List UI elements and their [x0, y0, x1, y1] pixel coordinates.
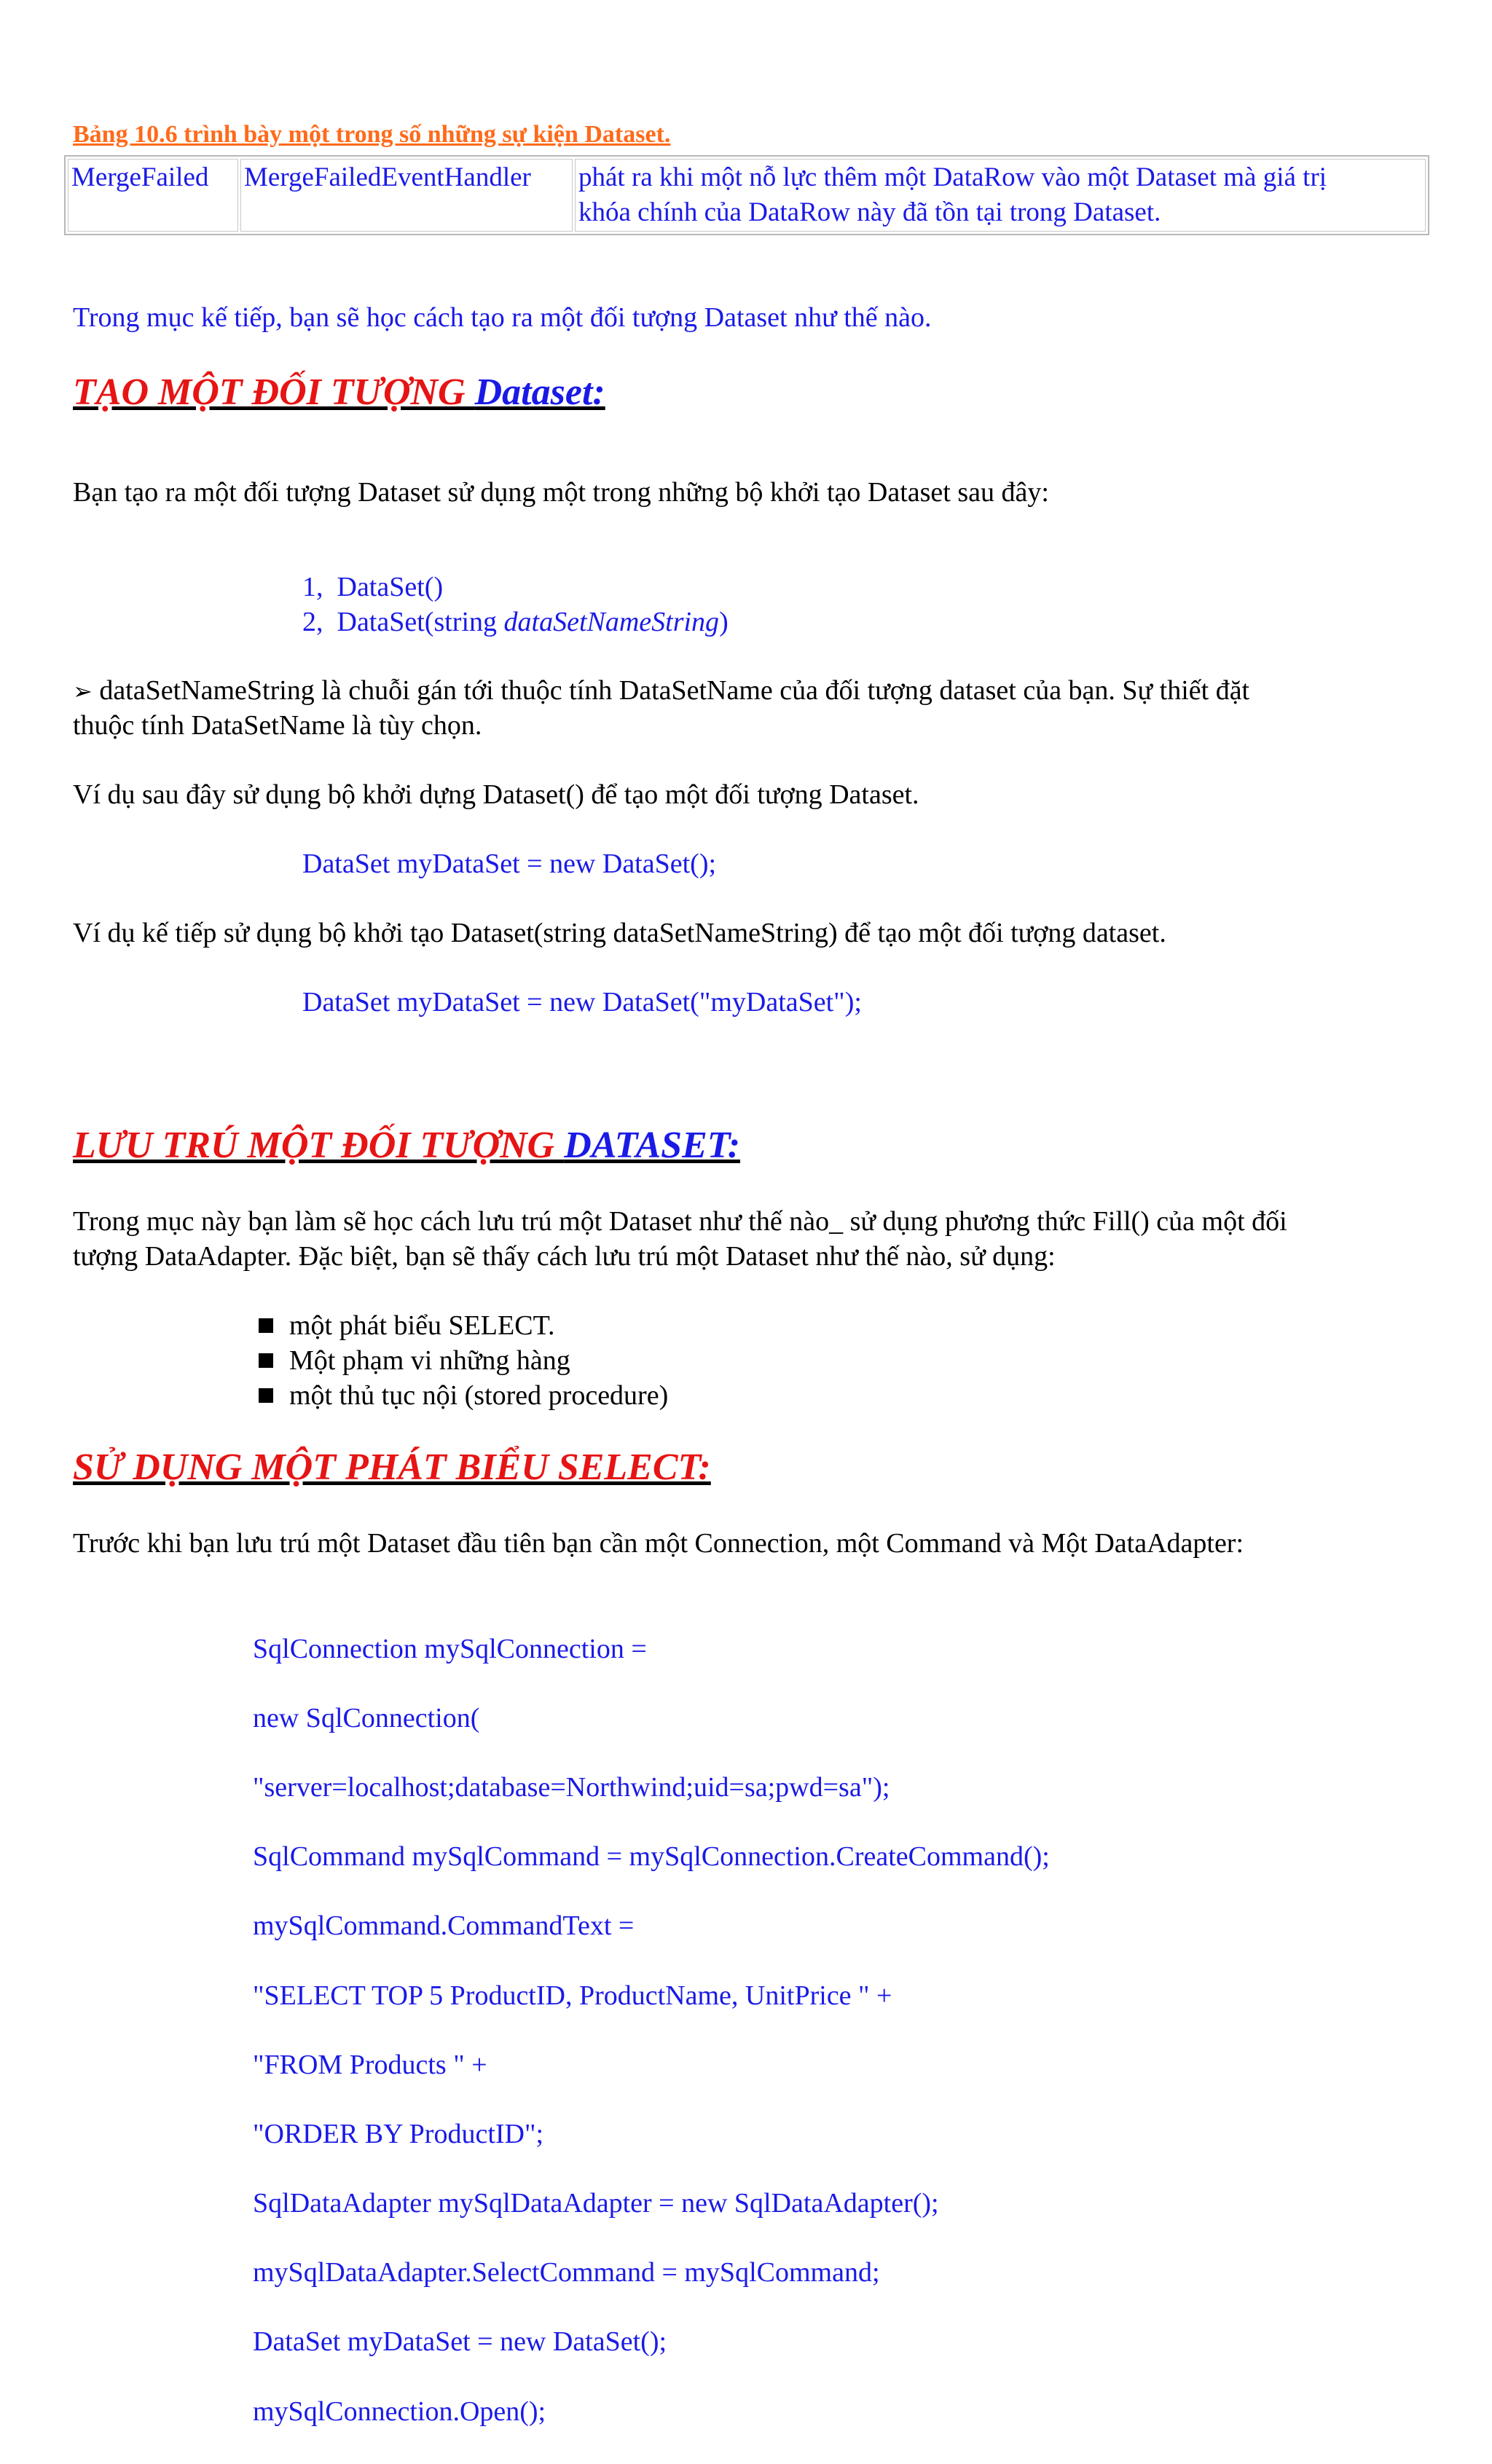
constructor-item	[302, 571, 443, 603]
note-text: dataSetNameString là chuỗi gán tới thuộc tính DataSetName của đối tượng dataset của bạn. Sự thiết đặt	[99, 675, 1250, 706]
constructor-text-pre: DataSet(string	[337, 607, 504, 637]
constructor-text-post: )	[719, 607, 729, 637]
code-line: "SELECT TOP 5 ProductID, ProductName, UnitPrice " +	[253, 1980, 892, 2011]
arrow-bullet-icon: ➢	[73, 677, 93, 705]
section-heading-select	[73, 1446, 711, 1489]
code-line: "FROM Products " +	[253, 2049, 487, 2080]
event-name-cell: MergeFailed	[68, 159, 238, 232]
code-line: SqlCommand mySqlCommand = mySqlConnection.CreateCommand();	[253, 1841, 1050, 1873]
code-line: SqlConnection mySqlConnection =	[253, 1633, 647, 1664]
section-heading-populate	[73, 1124, 740, 1167]
square-bullet-icon	[259, 1353, 273, 1368]
heading-red-part: TẠO MỘT ĐỐI TƯỢNG	[73, 371, 475, 413]
constructor-text: DataSet()	[337, 572, 444, 602]
code-line: mySqlCommand.CommandText =	[253, 1910, 635, 1942]
list-item	[259, 1345, 570, 1377]
select-intro: Trước khi bạn lưu trú một Dataset đầu tiên bạn cần một Connection, một Command và Một DataAdapter:	[73, 1528, 1244, 1559]
square-bullet-icon	[259, 1388, 273, 1403]
code-block	[253, 1597, 1050, 2464]
event-description-cell	[575, 159, 1426, 232]
code-line: "server=localhost;database=Northwind;uid=sa;pwd=sa");	[253, 1771, 890, 1803]
square-bullet-icon	[259, 1318, 273, 1333]
bullet-text: một thủ tục nội (stored procedure)	[289, 1380, 669, 1411]
populate-intro-line-2: tượng DataAdapter. Đặc biệt, bạn sẽ thấy cách lưu trú một Dataset như thế nào, sử dụng:	[73, 1241, 1056, 1272]
code-line: mySqlDataAdapter.SelectCommand = mySqlCommand;	[253, 2257, 880, 2288]
constructor-number: 2,	[302, 607, 323, 637]
events-table	[64, 155, 1429, 235]
code-line: new SqlConnection(	[253, 1702, 480, 1733]
bullet-text: một phát biểu SELECT.	[289, 1310, 555, 1341]
table-row	[68, 159, 1426, 232]
list-item	[259, 1310, 554, 1342]
populate-intro-line-1: Trong mục này bạn làm sẽ học cách lưu trú một Dataset như thế nào_ sử dụng phương thức Fill() của một đối	[73, 1206, 1287, 1237]
constructor-number: 1,	[302, 572, 323, 602]
constructor-intro: Bạn tạo ra một đối tượng Dataset sử dụng một trong những bộ khởi tạo Dataset sau đây:	[73, 477, 1049, 508]
code-line: SqlDataAdapter mySqlDataAdapter = new SqlDataAdapter();	[253, 2188, 939, 2219]
heading-blue-part: Dataset:	[474, 371, 605, 413]
description-line-2: khóa chính của DataRow này đã tồn tại trong Dataset.	[578, 197, 1161, 227]
list-item	[259, 1379, 668, 1412]
constructor-item	[302, 606, 729, 638]
description-line-1: phát ra khi một nỗ lực thêm một DataRow vào một Dataset mà giá trị	[578, 162, 1327, 192]
bullet-text: Một phạm vi những hàng	[289, 1345, 570, 1376]
section-heading-create	[73, 371, 605, 414]
example1-text: Ví dụ sau đây sử dụng bộ khởi dựng Dataset() để tạo một đối tượng Dataset.	[73, 779, 919, 810]
heading-blue-part: DATASET:	[564, 1125, 741, 1166]
table-caption: Bảng 10.6 trình bày một trong số những sự kiện Dataset.	[73, 121, 671, 148]
constructor-param: dataSetNameString	[503, 607, 720, 637]
heading-text: SỬ DỤNG MỘT PHÁT BIỂU SELECT:	[73, 1446, 711, 1488]
note-line-2: thuộc tính DataSetName là tùy chọn.	[73, 710, 482, 741]
heading-red-part: LƯU TRÚ MỘT ĐỐI TƯỢNG	[73, 1125, 565, 1166]
example2-text: Ví dụ kế tiếp sử dụng bộ khởi tạo Dataset(string dataSetNameString) để tạo một đối tượng dataset.	[73, 918, 1166, 948]
code-line: DataSet myDataSet = new DataSet();	[253, 2326, 667, 2358]
intro-next-paragraph: Trong mục kế tiếp, bạn sẽ học cách tạo ra một đối tượng Dataset như thế nào.	[73, 302, 932, 333]
event-handler-cell: MergeFailedEventHandler	[240, 159, 573, 232]
code-line: "ORDER BY ProductID";	[253, 2118, 544, 2149]
note-line-1	[73, 674, 1249, 706]
example2-code: DataSet myDataSet = new DataSet("myDataSet");	[302, 987, 862, 1018]
code-line: mySqlConnection.Open();	[253, 2396, 546, 2427]
example1-code: DataSet myDataSet = new DataSet();	[302, 849, 717, 879]
